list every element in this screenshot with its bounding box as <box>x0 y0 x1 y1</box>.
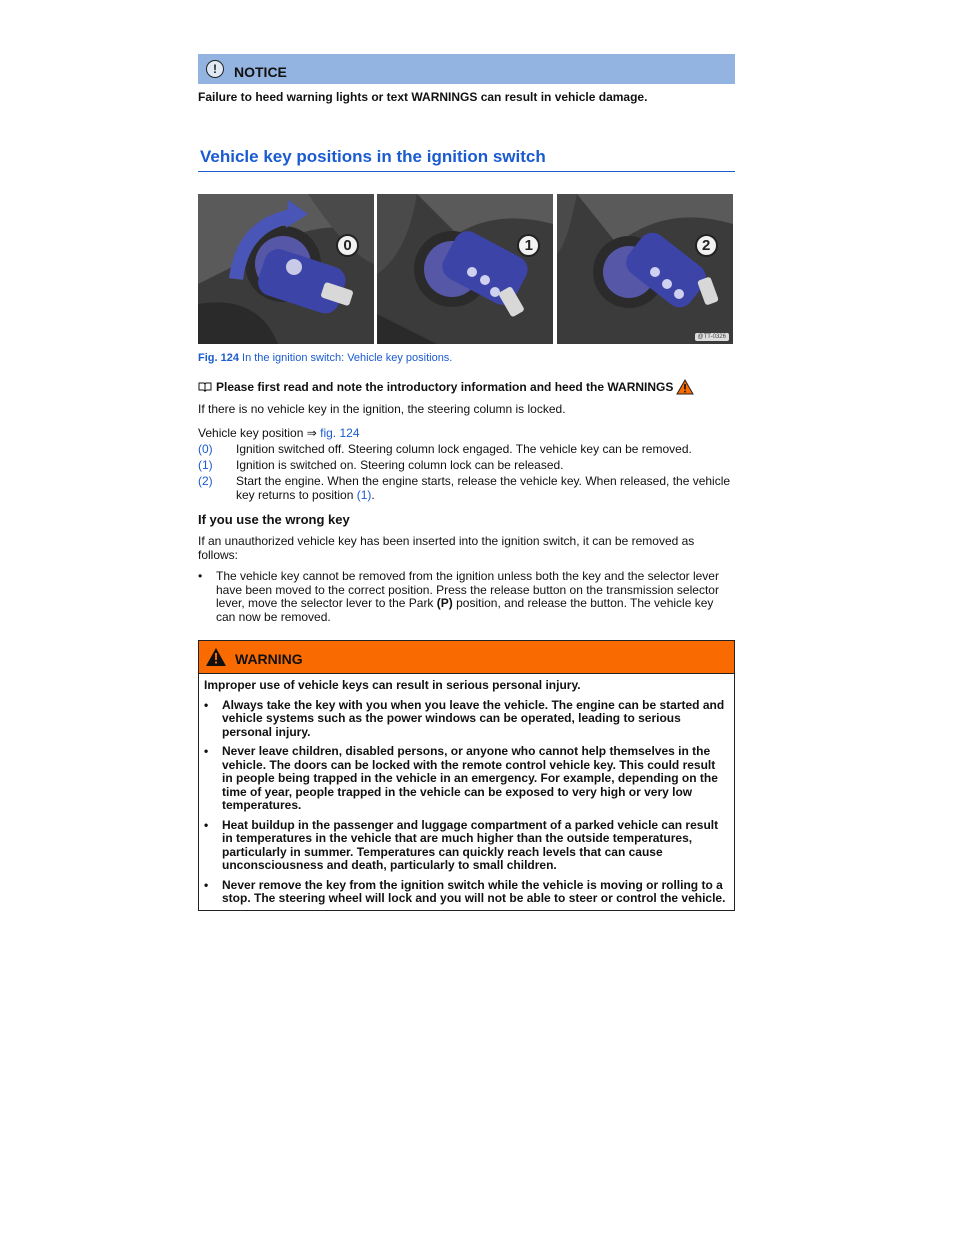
bullet-symbol: • <box>204 697 209 712</box>
warning-box <box>198 640 735 911</box>
book-icon <box>198 382 212 392</box>
wrong-key-bullet <box>198 570 735 624</box>
bullet-text-b: position, and release the button. The vehicle key can now be removed. <box>216 596 714 624</box>
warning-item-text: Never leave children, disabled persons, or anyone who cannot help themselves in the vehicle. The doors can be locked with the remote control vehicle key. This could result in people being trapped in the vehicle in an emergency. For example, depending on the time of year, people trapped in the vehicle can be exposed to very high or very low temperatures. <box>222 744 718 812</box>
wrong-key-heading: If you use the wrong key <box>198 512 350 527</box>
figure-panel-1 <box>377 194 553 344</box>
warning-lead: Improper use of vehicle keys can result in serious personal injury. <box>204 678 581 692</box>
figure-ignition-positions <box>198 194 733 344</box>
bullet-text-a: The vehicle key cannot be removed from the ignition unless both the key and the selector lever have been moved to the correct position. Press the release button on the transmission selector lever, move the selector lever to the Park <box>216 569 719 610</box>
manual-page <box>198 54 735 911</box>
no-key-text: If there is no vehicle key in the ignition, the steering column is locked. <box>198 402 566 416</box>
position-1-label: 1 <box>517 234 540 257</box>
position-item <box>198 474 735 502</box>
warning-item <box>204 745 729 813</box>
position-text: Ignition switched off. Steering column lock engaged. The vehicle key can be removed. <box>236 442 692 456</box>
figure-panel-2 <box>557 194 733 344</box>
intro-text: Please first read and note the introductory information and heed the WARNINGS <box>216 380 674 394</box>
wrong-key-intro: If an unauthorized vehicle key has been inserted into the ignition switch, it can be removed as follows: <box>198 534 695 562</box>
notice-text: Failure to heed warning lights or text WARNINGS can result in vehicle damage. <box>198 90 648 104</box>
figure-link[interactable]: fig. 124 <box>320 426 360 440</box>
warning-header <box>199 641 734 674</box>
position-link[interactable]: (1) <box>356 488 372 502</box>
warning-item <box>204 879 729 906</box>
position-item <box>198 442 735 456</box>
figure-caption <box>198 352 735 364</box>
notice-title: NOTICE <box>234 64 287 80</box>
bullet-symbol: • <box>204 817 209 832</box>
position-2-label: 2 <box>695 234 718 257</box>
exclamation-circle-icon: ! <box>206 60 224 78</box>
position-reference <box>198 426 735 440</box>
warning-item-text: Never remove the key from the ignition switch while the vehicle is moving or rolling to a stop. The steering wheel will lock and you will not be able to steer or control the vehicle. <box>222 877 726 905</box>
warning-item <box>204 699 729 740</box>
bullet-text <box>216 570 735 624</box>
position-text: Ignition is switched on. Steering column lock can be released. <box>236 458 564 472</box>
caption-number: Fig. 124 <box>198 352 239 364</box>
figure-panel-0 <box>198 194 374 344</box>
position-number: (0) <box>198 442 213 456</box>
warning-item-text: Always take the key with you when you leave the vehicle. The engine can be started and vehicle systems such as the power windows can be operated, leading to serious personal injury. <box>222 697 725 739</box>
position-label: Vehicle key position ⇒ <box>198 426 321 440</box>
figure-code: @TT-0326 <box>695 333 729 341</box>
position-list <box>198 442 735 502</box>
position-text-end: . <box>371 488 375 502</box>
position-text <box>236 474 735 502</box>
warning-item <box>204 819 729 873</box>
position-item <box>198 458 735 472</box>
warning-body <box>199 674 734 910</box>
intro-line <box>198 379 735 395</box>
warning-item-text: Heat buildup in the passenger and luggage compartment of a parked vehicle can result in temperatures in the vehicle that are much higher than the outside temperatures, particularly in summer. Temperatures can quickly reach levels that can cause unconsciousness and death, particularly to small children. <box>222 817 719 872</box>
warning-triangle-icon <box>205 647 227 667</box>
position-0-label: 0 <box>336 234 359 257</box>
position-number: (2) <box>198 474 213 488</box>
warning-triangle-icon[interactable] <box>676 379 694 395</box>
section-heading: Vehicle key positions in the ignition switch <box>198 147 735 172</box>
caption-text: In the ignition switch: Vehicle key positions. <box>238 352 453 364</box>
bullet-bold: (P) <box>436 596 453 610</box>
bullet-symbol: • <box>204 744 209 758</box>
warning-title: WARNING <box>235 651 303 667</box>
position-text-part: Start the engine. When the engine starts, release the vehicle key. When released, the vehicle key returns to position <box>236 474 731 502</box>
position-number: (1) <box>198 458 213 472</box>
bullet-symbol: • <box>198 569 203 583</box>
bullet-symbol: • <box>204 877 209 892</box>
notice-header <box>198 54 735 84</box>
